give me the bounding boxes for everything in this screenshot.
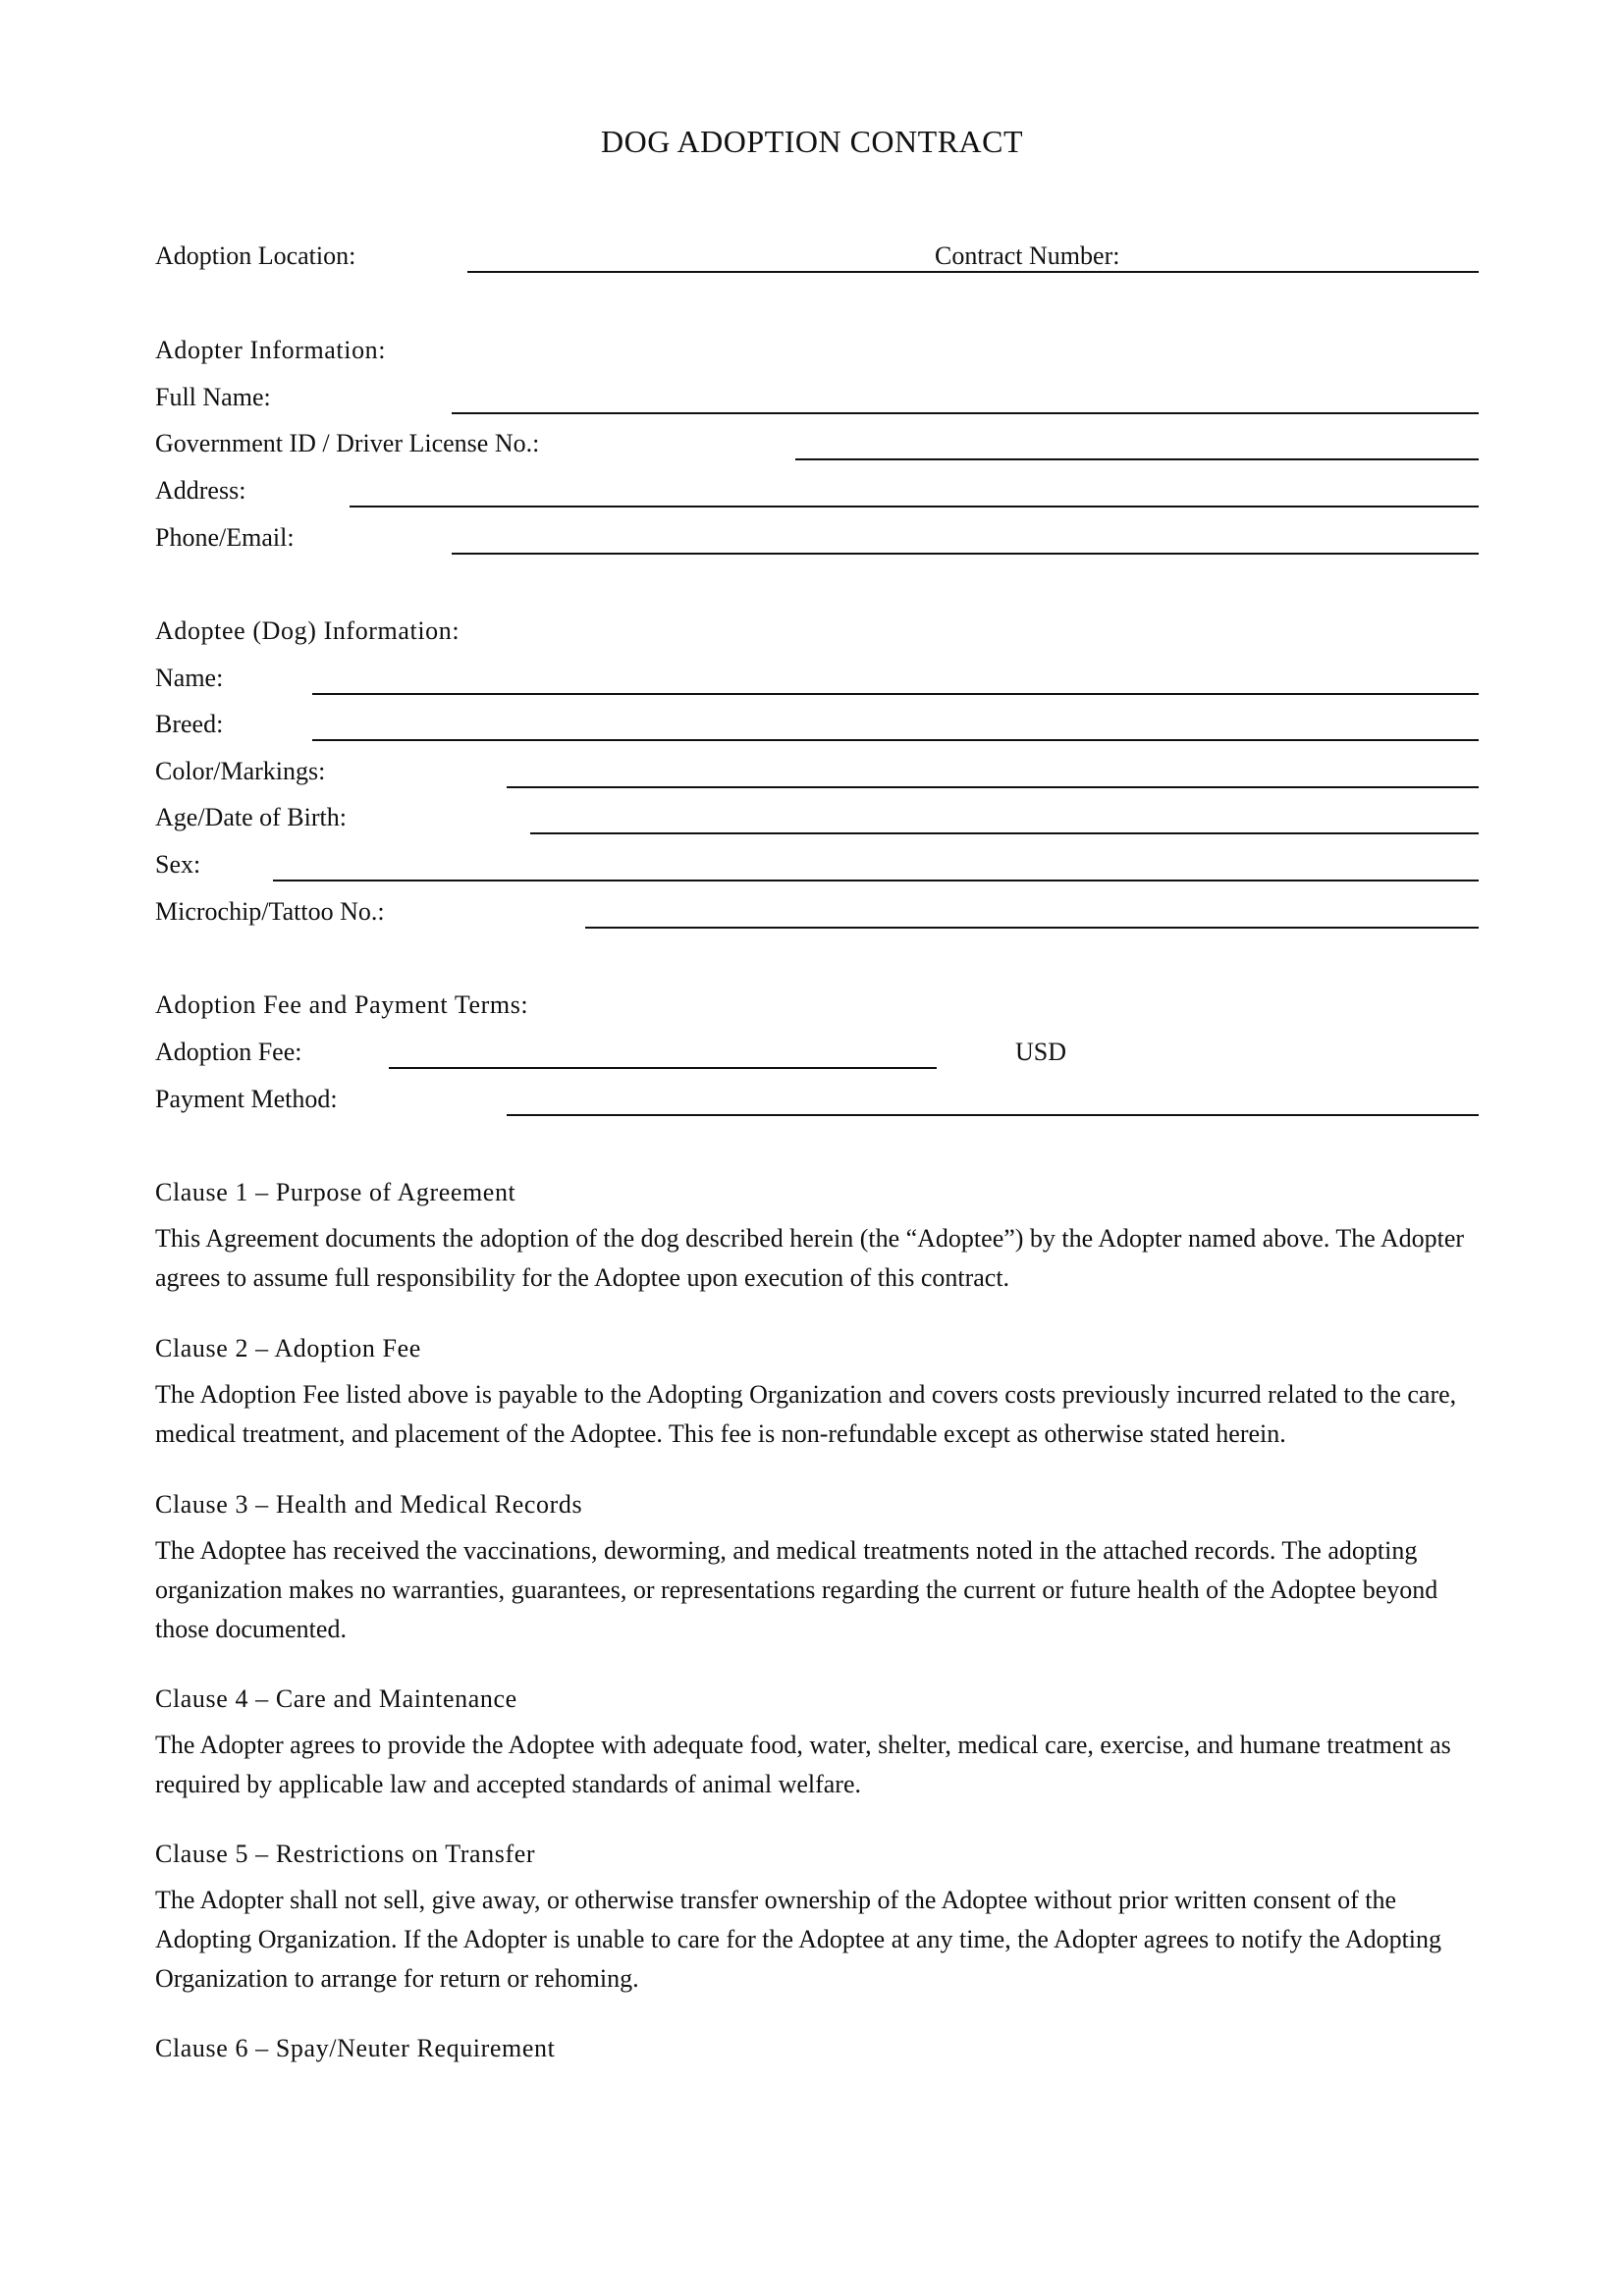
clause-4-body: The Adopter agrees to provide the Adoptee with adequate food, water, shelter, medical care, exercise, and humane treatment as required by applicable law and accepted standards of animal welfare. (155, 1731, 1451, 1798)
adoption-location-field[interactable] (467, 271, 1479, 273)
government-id-label: Government ID / Driver License No.: (155, 429, 540, 457)
clause-6-heading: Clause 6 – Spay/Neuter Requirement (155, 2034, 556, 2062)
currency-label: USD (1015, 1038, 1067, 1066)
full-name-label: Full Name: (155, 383, 271, 411)
adopter-information-heading: Adopter Information: (155, 336, 387, 364)
clause-5-body: The Adopter shall not sell, give away, or otherwise transfer ownership of the Adoptee without prior written consent of the Adopting Organization. If the Adopter is unable to care for the Adoptee at any time, the Adopter agrees to notify the Adopting Organization to arrange for return or rehoming. (155, 1886, 1442, 1993)
breed-field[interactable] (312, 739, 1479, 741)
government-id-field[interactable] (795, 458, 1479, 460)
adoption-fee-field[interactable] (389, 1067, 937, 1069)
microchip-field[interactable] (585, 927, 1479, 929)
color-markings-field[interactable] (507, 786, 1479, 788)
address-field[interactable] (350, 506, 1479, 507)
address-label: Address: (155, 476, 246, 505)
dog-name-label: Name: (155, 664, 224, 692)
phone-email-label: Phone/Email: (155, 523, 295, 552)
sex-field[interactable] (273, 880, 1479, 881)
clause-2-body: The Adoption Fee listed above is payable to the Adopting Organization and covers costs previously incurred related to the care, medical treatment, and placement of the Adoptee. This fee is non-refundable except as otherwise stated herein. (155, 1380, 1457, 1448)
full-name-field[interactable] (452, 412, 1479, 414)
fee-payment-heading: Adoption Fee and Payment Terms: (155, 990, 529, 1019)
clause-1-heading: Clause 1 – Purpose of Agreement (155, 1178, 516, 1206)
sex-label: Sex: (155, 850, 201, 879)
adoption-fee-label: Adoption Fee: (155, 1038, 302, 1066)
adoptee-information-heading: Adoptee (Dog) Information: (155, 616, 460, 645)
clause-4-heading: Clause 4 – Care and Maintenance (155, 1684, 517, 1713)
color-markings-label: Color/Markings: (155, 757, 326, 785)
microchip-label: Microchip/Tattoo No.: (155, 897, 385, 926)
adoption-location-label: Adoption Location: (155, 241, 356, 270)
clause-3-body: The Adoptee has received the vaccinations, deworming, and medical treatments noted in the attached records. The adopting organization makes no warranties, guarantees, or representations regarding the current or future health of the Adoptee beyond those documented. (155, 1536, 1438, 1643)
contract-number-label: Contract Number: (935, 241, 1120, 270)
clause-3-heading: Clause 3 – Health and Medical Records (155, 1490, 583, 1519)
payment-method-field[interactable] (507, 1114, 1479, 1116)
clause-5-heading: Clause 5 – Restrictions on Transfer (155, 1840, 536, 1868)
age-dob-label: Age/Date of Birth: (155, 803, 347, 831)
dog-name-field[interactable] (312, 693, 1479, 695)
clause-2-heading: Clause 2 – Adoption Fee (155, 1334, 421, 1362)
payment-method-label: Payment Method: (155, 1085, 338, 1113)
phone-email-field[interactable] (452, 553, 1479, 555)
clause-1-body: This Agreement documents the adoption of the dog described herein (the “Adoptee”) by the Adopter named above. The Adopter agrees to assume full responsibility for the Adoptee upon execution of this contract. (155, 1224, 1465, 1292)
age-dob-field[interactable] (530, 832, 1479, 834)
document-title: DOG ADOPTION CONTRACT (600, 124, 1024, 159)
breed-label: Breed: (155, 710, 224, 738)
